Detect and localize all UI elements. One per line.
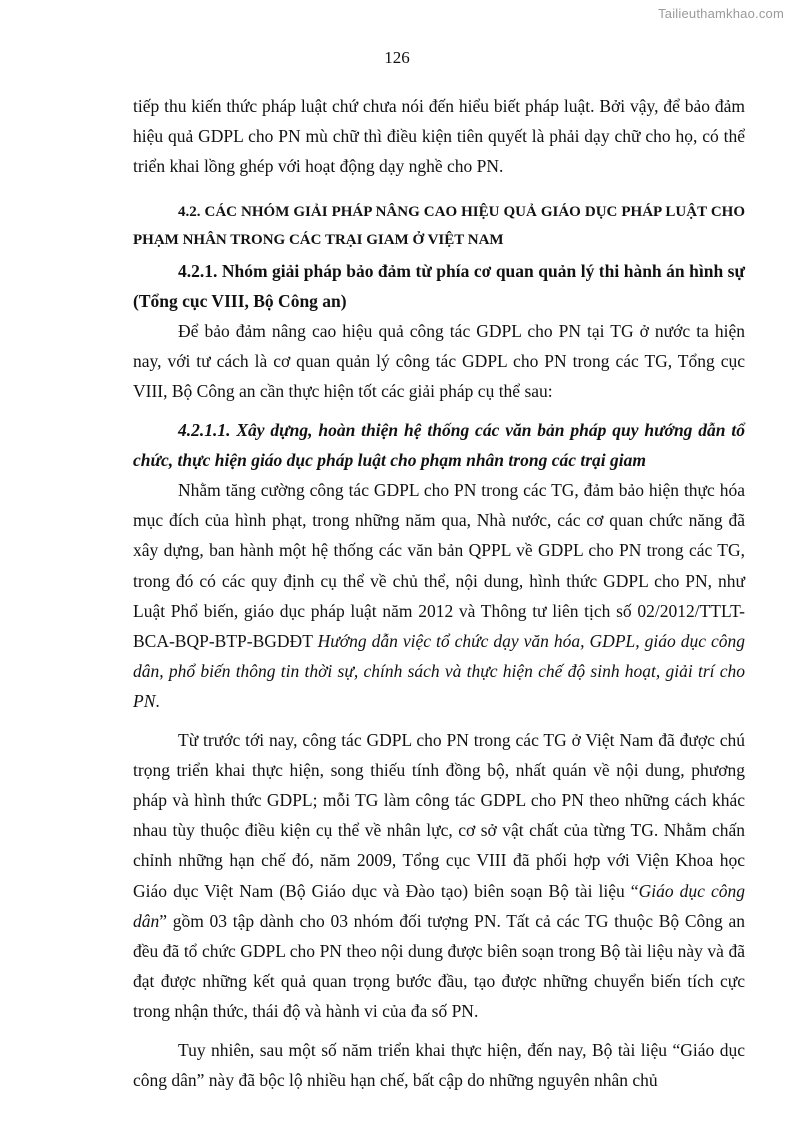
paragraph-legal-framework (133, 475, 745, 717)
paragraph-text-end: . (155, 691, 160, 712)
section-heading-4-2-1-1: 4.2.1.1. Xây dựng, hoàn thiện hệ thống các văn bản pháp quy hướng dẫn tổ chức, thực hiện giáo dục pháp luật cho phạm nhân trong các trại giam (133, 419, 745, 470)
paragraph-limitations: Tuy nhiên, sau một số năm triển khai thực hiện, đến nay, Bộ tài liệu “Giáo dục công dân” này đã bộc lộ nhiều hạn chế, bất cập do những nguyên nhân chủ (133, 1039, 745, 1090)
circular-title-italic: Hướng dẫn việc tổ chức dạy văn hóa, GDPL, giáo dục công dân, phổ biến thông tin thời sự, chính sách và thực hiện chế độ sinh hoạt, giải trí cho PN (133, 631, 745, 712)
paragraph-text: Từ trước tới nay, công tác GDPL cho PN trong các TG ở Việt Nam đã được chú trọng triển khai thực hiện, song thiếu tính đồng bộ, nhất quán về nội dung, phương pháp và hình thức GDPL; mỗi TG làm công tác GDPL cho PN theo những cách khác nhau tùy thuộc điều kiện cụ thể về nhân lực, cơ sở vật chất của từng TG. Nhằm chấn chỉnh những hạn chế đó, năm 2009, Tổng cục VIII đã phối hợp với Viện Khoa học Giáo dục Việt Nam (Bộ Giáo dục và Đào tạo) biên soạn Bộ tài liệu “ (133, 729, 745, 901)
page-number: 126 (384, 48, 410, 67)
paragraph-text-end: ” gồm 03 tập dành cho 03 nhóm đối tượng PN. Tất cả các TG thuộc Bộ Công an đều đã tổ chức GDPL cho PN theo nội dung được biên soạn trong Bộ tài liệu này và đã đạt được những kết quả quan trọng bước đầu, tạo được những chuyển biến tích cực trong nhận thức, thái độ và hành vi của đa số PN. (133, 910, 745, 1022)
section-heading-4-2: 4.2. CÁC NHÓM GIẢI PHÁP NÂNG CAO HIỆU QUẢ GIÁO DỤC PHÁP LUẬT CHO PHẠM NHÂN TRONG CÁC TRẠI GIAM Ở VIỆT NAM (133, 203, 745, 248)
paragraph-history (133, 725, 745, 1027)
paragraph-text: Nhằm tăng cường công tác GDPL cho PN trong các TG, đảm bảo hiện thực hóa mục đích của hình phạt, trong những năm qua, Nhà nước, các cơ quan chức năng đã xây dựng, ban hành một hệ thống các văn bản QPPL về GDPL cho PN trong các TG, trong đó có các quy định cụ thể về chủ thể, nội dung, hình thức GDPL cho PN, như Luật Phổ biến, giáo dục pháp luật năm 2012 và Thông tư liên tịch số 02/2012/TTLT-BCA-BQP-BTP-BGDĐT (133, 480, 745, 652)
document-title-italic: Giáo dục công dân (133, 880, 745, 931)
paragraph-continuation: tiếp thu kiến thức pháp luật chứ chưa nói đến hiểu biết pháp luật. Bởi vậy, để bảo đảm hiệu quả GDPL cho PN mù chữ thì điều kiện tiên quyết là phải dạy chữ cho họ, có thể triển khai lồng ghép với hoạt động dạy nghề cho PN. (133, 96, 745, 177)
section-heading-4-2-1: 4.2.1. Nhóm giải pháp bảo đảm từ phía cơ quan quản lý thi hành án hình sự (Tổng cục VIII, Bộ Công an) (133, 260, 745, 311)
watermark: Tailieuthamkhao.com (658, 6, 784, 21)
document-body (133, 91, 745, 1103)
paragraph-intro: Để bảo đảm nâng cao hiệu quả công tác GDPL cho PN tại TG ở nước ta hiện nay, với tư cách là cơ quan quản lý công tác GDPL cho PN trong các TG, Tổng cục VIII, Bộ Công an cần thực hiện tốt các giải pháp cụ thể sau: (133, 321, 745, 402)
